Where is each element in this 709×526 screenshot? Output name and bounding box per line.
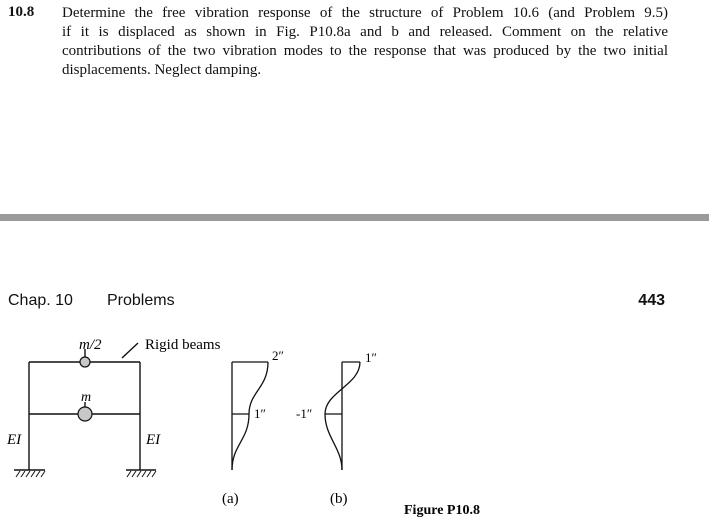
middle-mass (78, 407, 92, 421)
subfigure-a-label: (a) (222, 491, 239, 507)
problem-line: if it is displaced as shown in Fig. P10.8a and b and released. Comment on the relative (62, 24, 668, 40)
mass-top-label: m/2 (79, 337, 102, 353)
problem-line: Determine the free vibration response of the structure of Problem 10.6 (and Problem 9.5) (62, 5, 668, 21)
problem-line: displacements. Neglect damping. (62, 62, 262, 78)
problem-line: contributions of the two vibration modes to the response that was produced by the two initial (62, 43, 668, 59)
figure-caption: Figure P10.8 (404, 503, 480, 518)
mass-mid-label: m (81, 390, 92, 405)
top-mass (80, 357, 90, 367)
stiffness-right-label: EI (146, 432, 161, 448)
shape-a-mid-value: 1″ (254, 406, 266, 421)
left-ground-hatch (16, 471, 45, 477)
problem-number: 10.8 (8, 4, 35, 20)
shape-b (325, 362, 360, 470)
section-title: Problems (107, 292, 175, 309)
subfigure-b-label: (b) (330, 491, 348, 507)
shape-b-mid-value: -1″ (296, 406, 313, 421)
chapter-label: Chap. 10 (8, 292, 73, 309)
shape-b-top-value: 1″ (365, 350, 377, 365)
stiffness-left-label: EI (7, 432, 22, 448)
right-ground-hatch (127, 471, 156, 477)
rigid-beams-label: Rigid beams (145, 337, 221, 353)
page-number: 443 (638, 292, 665, 309)
shape-a-top-value: 2″ (272, 348, 284, 363)
rigid-beams-pointer (122, 343, 138, 358)
